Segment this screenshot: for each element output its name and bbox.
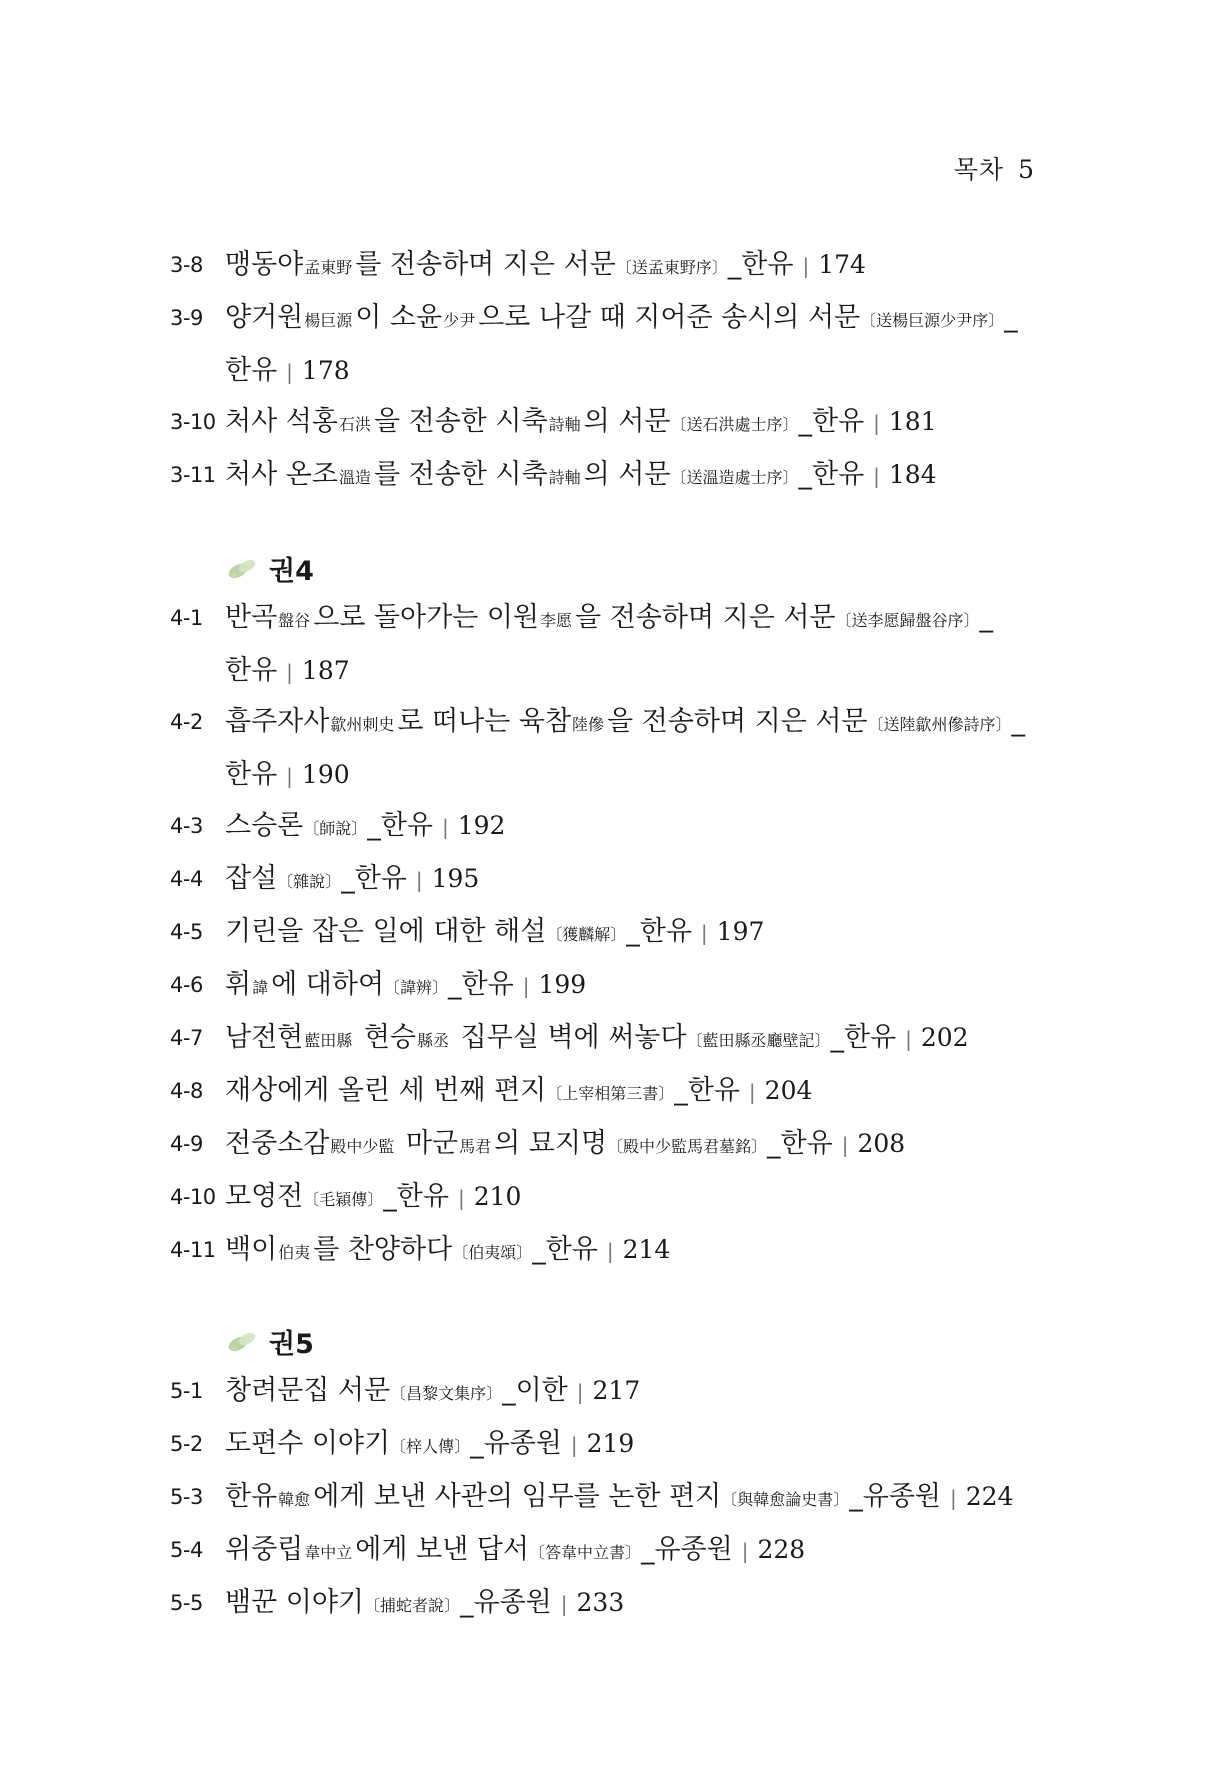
entry-text: 에게 보낸 사관의 임무를 논한 편지 (313, 1481, 722, 1512)
page-ref: 204 (764, 1076, 813, 1105)
page-ref: 210 (473, 1182, 522, 1211)
entry-number: 3-10 (170, 410, 216, 434)
entry-text: _유종원 (460, 1587, 552, 1618)
toc-entry[interactable] (170, 1472, 1050, 1525)
entry-text: _한유 (626, 916, 692, 947)
toc-entry[interactable] (170, 1119, 1050, 1172)
entry-text: 에 대하여 (271, 969, 385, 1000)
original-title: 〔獲麟解〕 (546, 925, 627, 944)
page-ref: 190 (301, 760, 350, 789)
leaf-ornament-icon (225, 1327, 261, 1355)
separator: | (522, 974, 530, 998)
entry-text: 처사 석홍 (225, 406, 338, 437)
page-number: 5 (1018, 155, 1035, 184)
page-ref: 181 (888, 407, 937, 436)
volume-4-heading (170, 543, 1050, 593)
entry-text: 스승론 (225, 810, 304, 841)
volume-5-title: 권5 (269, 1328, 314, 1360)
toc-entry[interactable] (170, 907, 1050, 960)
hanja-gloss: 盤谷 (278, 611, 311, 630)
entry-text: 한유 (225, 655, 278, 686)
entry-title (225, 459, 937, 490)
hanja-gloss: 少尹 (443, 311, 476, 330)
page-ref: 202 (920, 1023, 969, 1052)
entry-text: 를 전송하며 지은 서문 (355, 249, 616, 280)
toc-group-vol3 (170, 240, 1050, 503)
entry-number: 4-4 (170, 867, 203, 891)
page-ref: 208 (857, 1129, 906, 1158)
entry-number: 4-3 (170, 814, 203, 838)
entry-continuation (225, 750, 1050, 801)
entry-text: 위중립 (225, 1534, 304, 1565)
entry-number: 4-7 (170, 1026, 203, 1050)
entry-text: _ (1011, 706, 1026, 737)
page-ref: 187 (301, 656, 350, 685)
separator: | (286, 360, 293, 384)
toc-entry[interactable] (170, 1419, 1050, 1472)
entry-number: 4-10 (170, 1185, 216, 1209)
original-title: 〔昌黎文集序〕 (390, 1384, 503, 1403)
separator: | (606, 1239, 614, 1263)
volume-4-title: 권4 (269, 555, 314, 587)
entry-continuation (225, 646, 1050, 697)
hanja-gloss: 溫造 (338, 468, 371, 487)
entry-number: 3-8 (170, 253, 203, 277)
entry-text: _이한 (502, 1375, 568, 1406)
toc-entry[interactable] (170, 1172, 1050, 1225)
page-ref: 224 (965, 1482, 1014, 1511)
entry-text: _한유 (727, 249, 794, 280)
entry-text: _한유 (532, 1234, 598, 1265)
entry-number: 4-9 (170, 1132, 203, 1156)
separator: | (741, 1539, 749, 1563)
hanja-gloss: 馬君 (459, 1137, 492, 1156)
entry-title (225, 602, 993, 633)
toc-entry[interactable] (170, 240, 1050, 293)
hanja-gloss: 諱 (252, 978, 269, 997)
entry-text: 휘 (225, 969, 252, 1000)
toc-entry[interactable] (170, 1366, 1050, 1419)
original-title: 〔捕蛇者說〕 (364, 1596, 461, 1615)
entry-title (225, 916, 764, 947)
entry-text: 흡주자사 (225, 706, 330, 737)
toc-entry[interactable] (170, 801, 1050, 854)
entry-text: 마군 (397, 1128, 459, 1159)
entry-text: 집무실 벽에 써놓다 (452, 1022, 687, 1053)
separator: | (700, 921, 708, 945)
hanja-gloss: 歙州刺史 (330, 715, 395, 734)
page-ref: 217 (592, 1376, 641, 1405)
entry-text: _한유 (798, 406, 865, 437)
entry-number: 4-2 (170, 710, 203, 734)
hanja-gloss: 楊巨源 (304, 311, 353, 330)
entry-text: 처사 온조 (225, 459, 338, 490)
entry-text: 도편수 이야기 (225, 1428, 391, 1459)
entry-number: 5-1 (170, 1379, 203, 1403)
toc-entry[interactable] (170, 293, 1050, 397)
page-ref: 192 (457, 811, 506, 840)
toc-group-vol4 (170, 593, 1050, 1278)
entry-text: 의 묘지명 (494, 1128, 608, 1159)
separator: | (950, 1486, 957, 1510)
original-title: 〔送楊巨源少尹序〕 (860, 311, 1005, 330)
entry-title (225, 863, 479, 894)
entry-text: 남전현 (225, 1022, 304, 1053)
toc-entry[interactable] (170, 1578, 1050, 1631)
entry-text: 을 전송하며 지은 서문 (607, 706, 868, 737)
entry-number: 3-9 (170, 306, 203, 330)
entry-text: _한유 (767, 1128, 833, 1159)
entry-text: 이 소윤 (355, 302, 443, 333)
hanja-gloss: 韓愈 (278, 1490, 311, 1509)
entry-title (225, 1587, 624, 1618)
entry-number: 5-3 (170, 1485, 203, 1509)
entry-number: 4-1 (170, 606, 203, 630)
entry-text: _한유 (674, 1075, 740, 1106)
leaf-ornament-icon (225, 554, 261, 582)
entry-title (225, 969, 586, 1000)
page-ref: 219 (586, 1429, 635, 1458)
entry-text: 백이 (225, 1234, 278, 1265)
original-title: 〔毛穎傳〕 (303, 1190, 384, 1209)
page-ref: 228 (757, 1535, 806, 1564)
entry-title (225, 249, 866, 280)
separator: | (576, 1380, 584, 1404)
original-title: 〔送孟東野序〕 (615, 258, 728, 277)
hanja-gloss: 縣丞 (417, 1031, 450, 1050)
entry-text: 으로 돌아가는 이원 (313, 602, 540, 633)
toc-entry[interactable] (170, 854, 1050, 907)
entry-title (225, 1022, 969, 1053)
original-title: 〔與韓愈論史書〕 (721, 1490, 850, 1509)
section-title: 목차 (953, 155, 1005, 184)
entry-title (225, 1534, 805, 1565)
page-ref: 195 (431, 864, 480, 893)
entry-title (225, 1375, 640, 1406)
entry-number: 4-6 (170, 973, 203, 997)
toc-entry[interactable] (170, 697, 1050, 801)
toc-entry[interactable] (170, 593, 1050, 697)
entry-text: _한유 (798, 459, 865, 490)
entry-title (225, 1181, 521, 1212)
separator: | (873, 464, 880, 488)
entry-title (225, 1428, 634, 1459)
hanja-gloss: 伯夷 (278, 1243, 311, 1262)
original-title: 〔伯夷頌〕 (452, 1243, 533, 1262)
separator: | (457, 1186, 465, 1210)
entry-title (225, 1481, 1013, 1512)
entry-number: 5-4 (170, 1538, 203, 1562)
toc-entry[interactable] (170, 1066, 1050, 1119)
entry-text: _한유 (367, 810, 433, 841)
original-title: 〔送溫造處士序〕 (670, 468, 799, 487)
entry-text: 에게 보낸 답서 (355, 1534, 529, 1565)
page-ref: 174 (818, 250, 866, 279)
page-ref: 233 (576, 1588, 625, 1617)
entry-text: _유종원 (849, 1481, 942, 1512)
entry-text: 을 전송하며 지은 서문 (575, 602, 836, 633)
entry-text: _한유 (383, 1181, 449, 1212)
original-title: 〔上宰相第三書〕 (546, 1084, 675, 1103)
separator: | (748, 1080, 756, 1104)
separator: | (905, 1027, 912, 1051)
toc-entry[interactable] (170, 1225, 1050, 1278)
separator: | (415, 868, 423, 892)
entry-title (225, 302, 1018, 333)
separator: | (802, 254, 810, 278)
hanja-gloss: 石洪 (338, 415, 371, 434)
entry-number: 4-11 (170, 1238, 216, 1262)
hanja-gloss: 詩軸 (548, 415, 581, 434)
hanja-gloss: 李愿 (540, 611, 573, 630)
original-title: 〔雜說〕 (277, 872, 342, 891)
toc-entry[interactable] (170, 450, 1050, 503)
entry-title (225, 810, 505, 841)
entry-text: _ (1004, 302, 1018, 333)
entry-text: 을 전송한 시축 (373, 406, 548, 437)
entry-text: _ (979, 602, 994, 633)
entry-text: 기린을 잡은 일에 대한 해설 (225, 916, 547, 947)
toc-entry[interactable] (170, 960, 1050, 1013)
original-title: 〔藍田縣丞廳壁記〕 (686, 1031, 831, 1050)
running-head (954, 150, 1035, 186)
entry-text: _한유 (341, 863, 407, 894)
original-title: 〔師說〕 (303, 819, 368, 838)
entry-title (225, 1128, 905, 1159)
entry-text: 로 떠나는 육참 (397, 706, 572, 737)
separator: | (570, 1433, 578, 1457)
page-ref: 184 (888, 460, 937, 489)
entry-continuation (225, 346, 1050, 397)
entry-text: 를 전송한 시축 (373, 459, 548, 490)
entry-text: _유종원 (640, 1534, 733, 1565)
toc-entry[interactable] (170, 1525, 1050, 1578)
entry-text: _한유 (448, 969, 514, 1000)
volume-5-heading (170, 1316, 1050, 1366)
entry-text: 반곡 (225, 602, 278, 633)
original-title: 〔諱辨〕 (384, 978, 449, 997)
page-ref: 214 (622, 1235, 671, 1264)
hanja-gloss: 孟東野 (304, 258, 353, 277)
entry-text: 전중소감 (225, 1128, 330, 1159)
separator: | (873, 411, 880, 435)
entry-text: 으로 나갈 때 지어준 송시의 서문 (478, 302, 861, 333)
entry-number: 4-8 (170, 1079, 203, 1103)
entry-number: 4-5 (170, 920, 203, 944)
entry-text: _한유 (830, 1022, 897, 1053)
hanja-gloss: 殿中少監 (330, 1137, 395, 1156)
original-title: 〔送石洪處士序〕 (670, 415, 799, 434)
entry-number: 3-11 (170, 463, 216, 487)
hanja-gloss: 韋中立 (304, 1543, 353, 1562)
entry-title (225, 1075, 812, 1106)
toc-group-vol5 (170, 1366, 1050, 1631)
separator: | (560, 1592, 568, 1616)
original-title: 〔殿中少監馬君墓銘〕 (607, 1137, 768, 1156)
entry-title (225, 406, 937, 437)
entry-text: 양거원 (225, 302, 304, 333)
table-of-contents (170, 240, 1050, 1631)
separator: | (841, 1133, 849, 1157)
entry-text: 뱀꾼 이야기 (225, 1587, 364, 1618)
hanja-gloss: 陸傪 (572, 715, 605, 734)
hanja-gloss: 藍田縣 (304, 1031, 353, 1050)
entry-text: 의 서문 (583, 459, 671, 490)
entry-text: 한유 (225, 355, 278, 386)
entry-text: 재상에게 올린 세 번째 편지 (225, 1075, 547, 1106)
entry-number: 5-5 (170, 1591, 203, 1615)
entry-text: 잡설 (225, 863, 278, 894)
entry-text: 한유 (225, 759, 278, 790)
entry-number: 5-2 (170, 1432, 203, 1456)
hanja-gloss: 詩軸 (548, 468, 581, 487)
original-title: 〔送李愿歸盤谷序〕 (835, 611, 980, 630)
page-ref: 199 (538, 970, 587, 999)
page-ref: 178 (301, 356, 350, 385)
separator: | (286, 660, 293, 684)
page-ref: 197 (716, 917, 765, 946)
entry-text: 를 찬양하다 (313, 1234, 453, 1265)
toc-entry[interactable] (170, 1013, 1050, 1066)
entry-text: 맹동야 (225, 249, 304, 280)
original-title: 〔梓人傳〕 (390, 1437, 471, 1456)
original-title: 〔答韋中立書〕 (528, 1543, 641, 1562)
separator: | (441, 815, 449, 839)
separator: | (286, 764, 293, 788)
entry-text: 현승 (355, 1022, 417, 1053)
entry-text: 의 서문 (583, 406, 671, 437)
entry-text: _유종원 (470, 1428, 562, 1459)
entry-title (225, 706, 1025, 737)
original-title: 〔送陸歙州傪詩序〕 (867, 715, 1012, 734)
toc-entry[interactable] (170, 397, 1050, 450)
entry-text: 한유 (225, 1481, 278, 1512)
entry-text: 모영전 (225, 1181, 304, 1212)
entry-title (225, 1234, 670, 1265)
entry-text: 창려문집 서문 (225, 1375, 391, 1406)
